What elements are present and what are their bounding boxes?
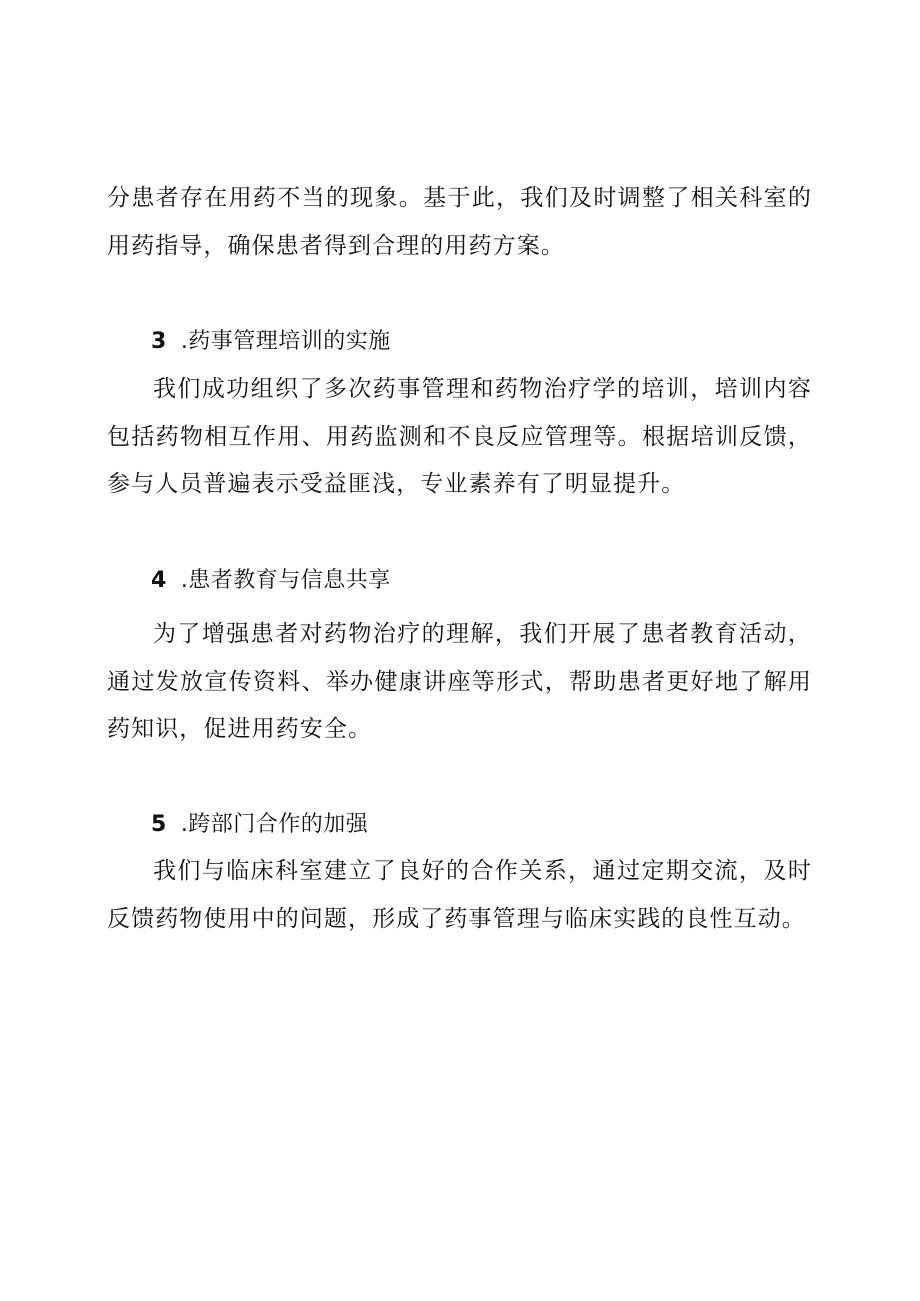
section-body-5: 我们与临床科室建立了良好的合作关系，通过定期交流，及时反馈药物使用中的问题，形成了药事管理与临床实践的良性互动。 [107,858,812,932]
section-number: 5 [151,812,167,837]
section-heading-4 [151,566,391,596]
section-number: 4 [151,568,167,593]
intro-paragraph: 分患者存在用药不当的现象。基于此，我们及时调整了相关科室的用药指导，确保患者得到合理的用药方案。 [107,185,812,259]
section-body-4: 为了增强患者对药物治疗的理解，我们开展了患者教育活动，通过发放宣传资料、举办健康讲座等形式，帮助患者更好地了解用药知识，促进用药安全。 [107,621,812,742]
section-title: .跨部门合作的加强 [180,812,369,837]
section-title: .患者教育与信息共享 [180,568,391,593]
section-body-3: 我们成功组织了多次药事管理和药物治疗学的培训，培训内容包括药物相互作用、用药监测和不良反应管理等。根据培训反馈，参与人员普遍表示受益匪浅，专业素养有了明显提升。 [107,376,812,497]
section-heading-5 [151,810,368,840]
section-heading-3 [151,327,391,357]
section-title: .药事管理培训的实施 [180,329,391,354]
section-number: 3 [151,329,167,354]
